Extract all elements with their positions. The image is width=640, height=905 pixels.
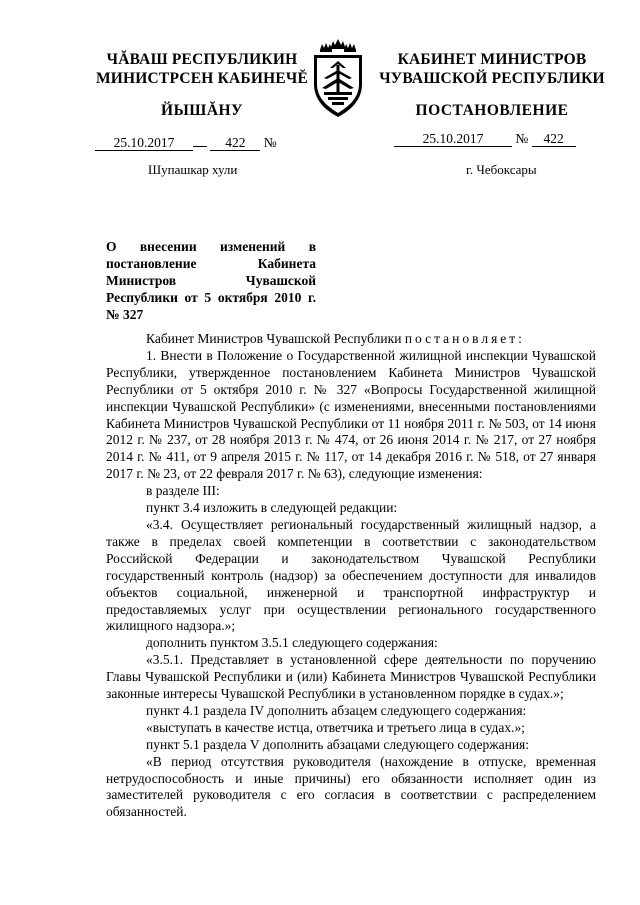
date-right: 25.10.2017 — [394, 131, 512, 147]
body-paragraph: 1. Внести в Положение о Государственной жилищной инспекции Чувашской Республики, утвержденное постановлением Кабинета Министров Чувашской Республики от 5 октября 2010 г. № 327 «Вопросы Государственной жилищной инспекции Чувашской Республики» (с изменениями, внесенными постановлениями Кабинета Министров Чувашской Республики от 11 ноября 2011 г. № 503, от 14 июня 2012 г. № 237, от 28 ноября 2013 г. № 474, от 26 июня 2014 г. № 217, от 27 ноября 2014 г. № 411, от 9 апреля 2015 г. № 117, от 14 декабря 2016 г. № 518, от 27 января 2017 г. № 23, от 22 февраля 2017 г. № 63), следующие изменения: — [106, 347, 596, 482]
body-paragraph: «3.5.1. Представляет в установленной сфере деятельности по поручению Главы Чувашской Республики и (или) Кабинета Министров Чувашской Республики законные интересы Чувашской Республики в установленном порядке в судах.»; — [106, 652, 596, 702]
document-body — [106, 331, 596, 821]
header-left-line1: ЧĂВАШ РЕСПУБЛИКИН — [106, 51, 298, 68]
intro-verb: постановляет: — [404, 331, 525, 346]
body-paragraph: «В период отсутствия руководителя (нахождение в отпуске, временная нетрудоспособность и иные причины) его обязанности исполняет один из заместителей руководителя с его согласия в соответствии с распределением обязанностей. — [106, 753, 596, 820]
intro-prefix: Кабинет Министров Чувашской Республики — [146, 331, 402, 346]
header-right-line1: КАБИНЕТ МИНИСТРОВ — [397, 51, 587, 68]
header-left-line2: МИНИСТРСЕН КАБИНЕЧĔ — [95, 70, 309, 87]
dateline-left — [95, 131, 325, 149]
intro-paragraph — [106, 331, 596, 348]
place-right: г. Чебоксары — [466, 162, 537, 177]
number-sign-right: № — [515, 131, 529, 146]
number-sign-left: № — [263, 135, 277, 150]
body-paragraph: пункт 3.4 изложить в следующей редакции: — [146, 500, 398, 516]
number-right: 422 — [532, 131, 576, 147]
place-left: Шупашкар хули — [148, 162, 238, 177]
date-left: 25.10.2017 — [95, 135, 193, 151]
body-paragraph: в разделе III: — [146, 483, 220, 499]
body-paragraph: дополнить пунктом 3.5.1 следующего содержания: — [146, 635, 438, 651]
header-left — [82, 50, 322, 88]
doc-type-right: ПОСТАНОВЛЕНИЕ — [415, 102, 569, 119]
body-paragraph: «3.4. Осуществляет региональный государственный жилищный надзор, а также в пределах своей компетенции в соответствии с законодательством Российской Федерации и законодательством Чувашской Республики государственный контроль (надзор) за обеспечением доступности для инвалидов объектов социальной, инженерной и транспортной инфраструктур и предоставляемых услуг при осуществлении регионального государственного жилищного надзора.»; — [106, 516, 596, 634]
dateline-right — [394, 131, 594, 149]
number-left: 422 — [210, 135, 260, 151]
body-paragraph: «выступать в качестве истца, ответчика и третьего лица в судах.»; — [146, 719, 525, 735]
document-title: О внесении изменений в постановление Кабинета Министров Чувашской Республики от 5 октября 2010 г. № 327 — [106, 239, 316, 322]
header-right-line2: ЧУВАШСКОЙ РЕСПУБЛИКИ — [379, 70, 605, 87]
body-paragraph: пункт 5.1 раздела V дополнить абзацами следующего содержания: — [146, 736, 530, 752]
doc-type-left: ЙЫШĂНУ — [161, 102, 243, 119]
header-right — [362, 50, 622, 88]
body-paragraph: пункт 4.1 раздела IV дополнить абзацем следующего содержания: — [146, 702, 527, 718]
